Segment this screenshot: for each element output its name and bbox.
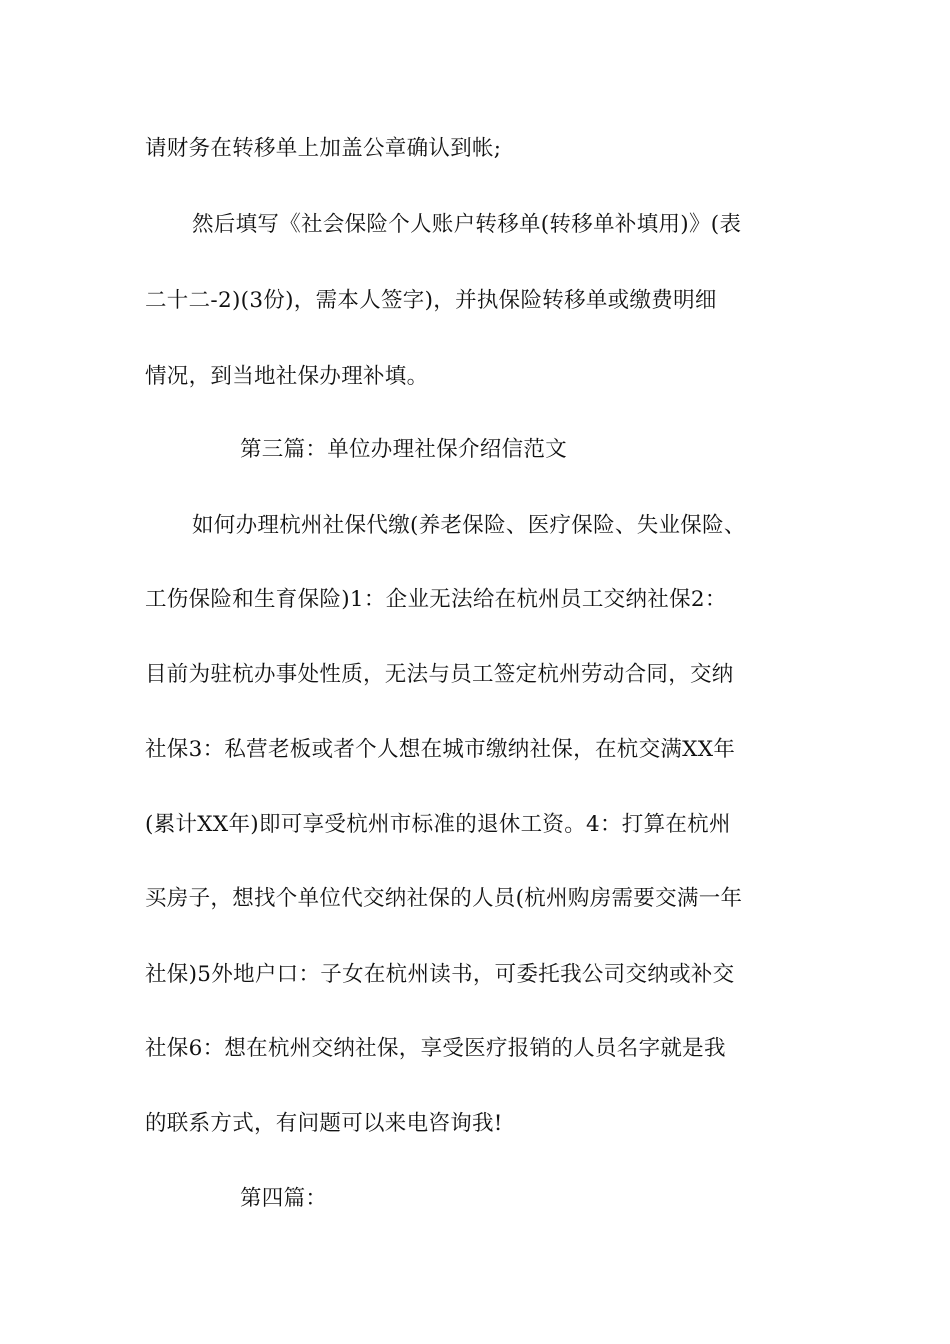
section-heading: 第四篇： xyxy=(240,1186,328,1211)
paragraph-line: 请财务在转移单上加盖公章确认到帐; xyxy=(145,136,502,161)
paragraph-line: 社保)5外地户口：子女在杭州读书，可委托我公司交纳或补交 xyxy=(145,962,735,987)
paragraph-line: 社保3：私营老板或者个人想在城市缴纳社保，在杭交满XX年 xyxy=(145,737,736,762)
paragraph-line: 情况，到当地社保办理补填。 xyxy=(145,364,429,389)
paragraph-line: (累计XX年)即可享受杭州市标准的退休工资。4：打算在杭州 xyxy=(145,812,731,837)
paragraph-line: 社保6：想在杭州交纳社保，享受医疗报销的人员名字就是我 xyxy=(145,1036,726,1061)
paragraph-line: 的联系方式，有问题可以来电咨询我! xyxy=(145,1111,503,1136)
paragraph-line: 然后填写《社会保险个人账户转移单(转移单补填用)》(表 xyxy=(192,212,742,237)
paragraph-line: 二十二-2)(3份)，需本人签字)，并执保险转移单或缴费明细 xyxy=(145,288,717,313)
paragraph-line: 目前为驻杭办事处性质，无法与员工签定杭州劳动合同，交纳 xyxy=(145,662,734,687)
paragraph-line: 买房子，想找个单位代交纳社保的人员(杭州购房需要交满一年 xyxy=(145,886,743,911)
paragraph-line: 如何办理杭州社保代缴(养老保险、医疗保险、失业保险、 xyxy=(192,513,746,538)
paragraph-line: 工伤保险和生育保险)1：企业无法给在杭州员工交纳社保2： xyxy=(145,587,727,612)
section-heading: 第三篇：单位办理社保介绍信范文 xyxy=(240,437,568,462)
